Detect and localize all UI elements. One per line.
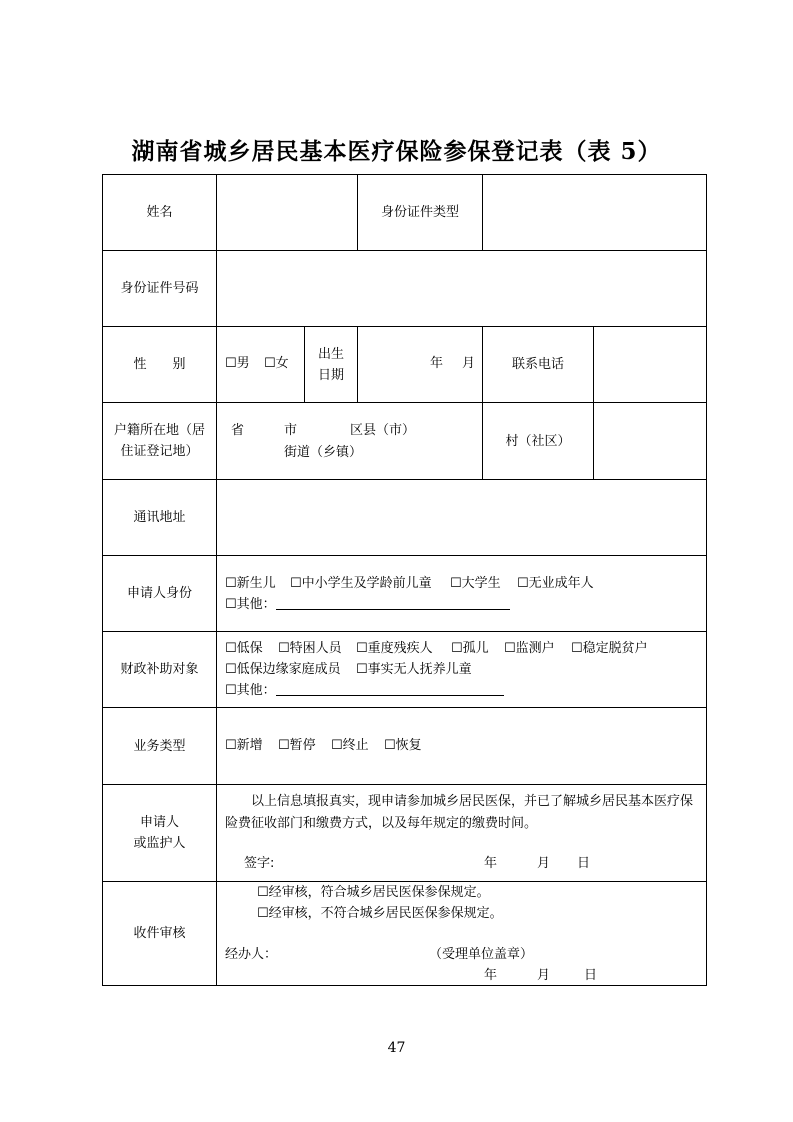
id-number-field[interactable]	[217, 251, 706, 326]
declaration-line2: 险费征收部门和缴费方式，以及每年规定的缴费时间。	[225, 816, 538, 831]
birth-month-unit: 月	[462, 356, 476, 371]
name-label: 姓名	[146, 205, 173, 220]
review-month-unit: 月	[537, 968, 551, 983]
address-field[interactable]	[217, 480, 706, 555]
hukou-province: 省	[231, 423, 245, 438]
village-field[interactable]	[594, 403, 706, 479]
table-border-right	[706, 174, 707, 986]
form-title: 湖南省城乡居民基本医疗保险参保登记表（表 5）	[131, 138, 662, 165]
village-label: 村（社区）	[505, 433, 571, 449]
subsidy-other-checkbox[interactable]: ☐其他：	[225, 683, 276, 698]
page-number: 47	[387, 1040, 406, 1056]
business-terminate-checkbox[interactable]: ☐终止	[331, 738, 369, 753]
hukou-label-line2: 住证登记地）	[120, 444, 199, 459]
hukou-city: 市	[284, 423, 298, 438]
id-type-field[interactable]	[483, 175, 706, 250]
business-type-label: 业务类型	[133, 738, 186, 754]
gender-label: 性 别	[133, 357, 186, 372]
identity-newborn-checkbox[interactable]: ☐新生儿	[225, 576, 276, 591]
subsidy-tekun-checkbox[interactable]: ☐特困人员	[278, 641, 342, 656]
subsidy-poverty-checkbox[interactable]: ☐稳定脱贫户	[571, 641, 648, 656]
applicant-identity-label: 申请人身份	[126, 586, 192, 601]
review-year-unit: 年	[484, 968, 498, 983]
review-label: 收件审核	[133, 926, 186, 941]
hukou-label	[103, 403, 216, 479]
subsidy-orphan-checkbox[interactable]: ☐孤儿	[451, 641, 489, 656]
identity-unemployed-checkbox[interactable]: ☐无业成年人	[517, 576, 594, 591]
subsidy-monitored-checkbox[interactable]: ☐监测户	[504, 641, 555, 656]
review-day-unit: 日	[584, 968, 598, 983]
identity-other-checkbox[interactable]: ☐其他：	[225, 597, 276, 612]
declaration-line1: 以上信息填报真实，现申请参加城乡居民医保，并已了解城乡居民基本医疗保	[251, 794, 694, 809]
business-pause-checkbox[interactable]: ☐暂停	[278, 738, 316, 753]
applicant-label-line1: 申请人	[139, 815, 179, 830]
stamp-label: （受理单位盖章）	[429, 947, 534, 962]
applicant-label-line2: 或监护人	[133, 836, 186, 851]
table-border-bottom	[102, 985, 707, 986]
business-new-checkbox[interactable]: ☐新增	[225, 738, 263, 753]
business-resume-checkbox[interactable]: ☐恢复	[384, 738, 422, 753]
id-type-label: 身份证件类型	[380, 205, 459, 220]
review-reject-checkbox[interactable]: ☐经审核，不符合城乡居民医保参保规定。	[257, 906, 503, 921]
birth-year-unit: 年	[430, 356, 444, 371]
phone-field[interactable]	[594, 327, 706, 402]
subsidy-disabled-checkbox[interactable]: ☐重度残疾人	[356, 641, 433, 656]
subsidy-dibao-checkbox[interactable]: ☐低保	[225, 641, 263, 656]
signature-label: 签字:	[244, 856, 275, 871]
cell-divider	[357, 326, 358, 402]
identity-student-checkbox[interactable]: ☐中小学生及学龄前儿童	[290, 576, 432, 591]
gender-female-checkbox[interactable]: ☐女	[264, 356, 289, 371]
subsidy-unsupported-child-checkbox[interactable]: ☐事实无人抚养儿童	[356, 662, 472, 677]
birth-label-line2: 日期	[317, 367, 344, 383]
address-label: 通讯地址	[133, 510, 186, 525]
hukou-street: 街道（乡镇）	[284, 445, 363, 460]
subsidy-label: 财政补助对象	[120, 662, 199, 677]
identity-college-checkbox[interactable]: ☐大学生	[450, 576, 501, 591]
declaration-month-unit: 月	[537, 856, 551, 871]
declaration-year-unit: 年	[484, 856, 498, 871]
identity-other-blank[interactable]	[276, 609, 510, 610]
handler-label: 经办人：	[225, 947, 278, 962]
phone-label: 联系电话	[511, 357, 564, 372]
id-number-label: 身份证件号码	[120, 281, 199, 296]
declaration-day-unit: 日	[577, 856, 591, 871]
name-field[interactable]	[217, 175, 357, 250]
subsidy-other-blank[interactable]	[276, 695, 504, 696]
hukou-county: 区县（市）	[350, 423, 416, 438]
birth-label	[305, 327, 357, 402]
subsidy-marginal-checkbox[interactable]: ☐低保边缘家庭成员	[225, 662, 341, 677]
birth-label-line1: 出生	[317, 346, 344, 362]
review-approve-checkbox[interactable]: ☐经审核，符合城乡居民医保参保规定。	[257, 885, 490, 900]
applicant-label	[103, 785, 216, 881]
hukou-label-line1: 户籍所在地（居	[113, 423, 205, 438]
gender-male-checkbox[interactable]: ☐男	[225, 356, 250, 371]
